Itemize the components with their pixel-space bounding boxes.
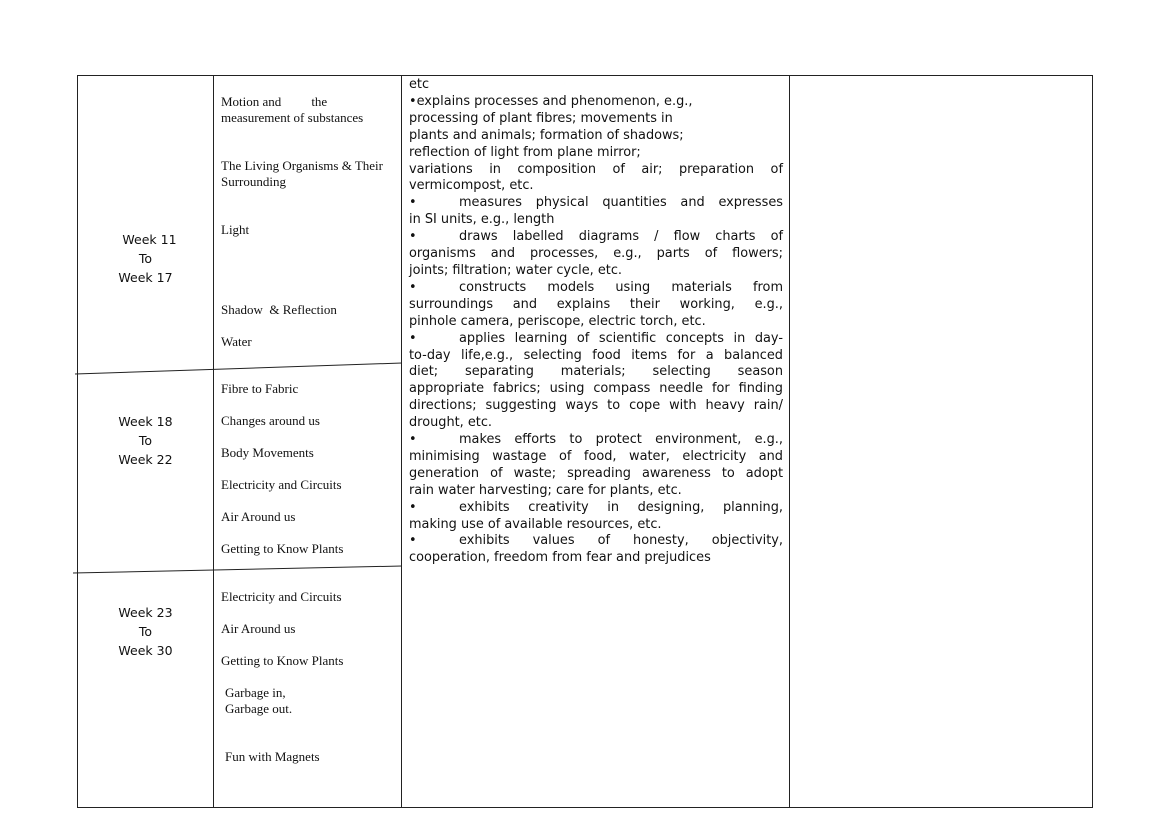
bullet-icon: •	[409, 499, 417, 515]
outcome-line: •explains processes and phenomenon, e.g.,	[409, 93, 693, 109]
bullet-icon: •	[409, 279, 417, 295]
topic-garbage	[225, 685, 403, 717]
topic-plants: Getting to Know Plants	[221, 541, 344, 556]
week-end: Week 17	[118, 270, 173, 285]
outcome-bullet-line	[409, 195, 783, 212]
week-start: Week 23	[118, 605, 173, 620]
outcome-line: appropriate fabrics; using compass needle for finding	[409, 381, 783, 397]
outcome-line: processing of plant fibres; movements in	[409, 110, 673, 126]
week-start: Week 11	[122, 232, 177, 247]
topic-air	[221, 621, 399, 637]
outcome-text: makes efforts to protect environment, e.g.,	[459, 432, 783, 448]
learning-outcomes	[409, 77, 783, 567]
bullet-icon: •	[409, 229, 417, 245]
topic-electricity: Electricity and Circuits	[221, 477, 342, 492]
row-divider-1	[75, 363, 402, 374]
outcome-line: directions; suggesting ways to cope with heavy rain/	[409, 398, 783, 414]
topic-line: Motion and	[221, 94, 282, 109]
outcome-line: plants and animals; formation of shadows;	[409, 127, 684, 143]
outcome-text: constructs models using materials from	[459, 279, 783, 295]
outcome-line: joints; filtration; water cycle, etc.	[409, 262, 623, 278]
topic-line: Garbage out.	[225, 701, 293, 716]
outcome-line: in SI units, e.g., length	[409, 212, 555, 228]
topic-line: Shadow & Reflection	[221, 302, 337, 317]
outcome-line: drought, etc.	[409, 415, 493, 431]
outcome-line: pinhole camera, periscope, electric torch, etc.	[409, 313, 706, 329]
outcome-line: diet; separating materials; selecting season	[409, 364, 783, 380]
topic-line: Air Around us	[221, 621, 296, 636]
bullet-icon: •	[409, 432, 417, 448]
outcome-bullet-line	[409, 533, 783, 550]
topic-electricity	[221, 589, 399, 605]
outcome-line: etc	[409, 77, 430, 92]
week-to: To	[138, 624, 153, 639]
topic-fibre: Fibre to Fabric	[221, 381, 299, 396]
topic-water	[221, 334, 399, 350]
topic-line: Light	[221, 222, 250, 237]
topic-light	[221, 222, 399, 238]
topic-living-organisms	[221, 158, 399, 190]
outcome-bullet-line	[409, 331, 783, 348]
topic-body-movements: Body Movements	[221, 445, 314, 460]
outcome-text: draws labelled diagrams / flow charts of	[459, 229, 783, 245]
outcome-line: to-day life,e.g., selecting food items for a balanced	[409, 347, 783, 363]
outcome-line: surroundings and explains their working, e.g.,	[409, 296, 783, 312]
topic-motion	[221, 94, 399, 126]
outcome-text: exhibits creativity in designing, planning,	[459, 499, 783, 515]
topic-line: Getting to Know Plants	[221, 653, 344, 668]
week-range-1	[78, 230, 213, 287]
outcome-text: applies learning of scientific concepts in day-	[459, 330, 783, 346]
outcome-line: minimising wastage of food, water, electricity and	[409, 448, 783, 464]
week-to: To	[138, 251, 153, 266]
week-range-3	[78, 603, 213, 660]
topic-changes: Changes around us	[221, 413, 320, 428]
bullet-icon: •	[409, 195, 417, 211]
bullet-icon: •	[409, 533, 417, 549]
outcome-line: rain water harvesting; care for plants, etc.	[409, 482, 682, 498]
week-end: Week 30	[118, 643, 173, 658]
topic-line: measurement of substances	[221, 110, 364, 125]
topic-magnets	[225, 749, 403, 765]
topic-air: Air Around us	[221, 509, 296, 524]
outcome-line: generation of waste; spreading awareness to adopt	[409, 465, 783, 481]
topic-line: the	[311, 94, 328, 109]
week-end: Week 22	[118, 452, 173, 467]
topic-line: Surrounding	[221, 174, 286, 189]
outcome-text: measures physical quantities and expresses	[459, 195, 783, 211]
outcome-text: exhibits values of honesty, objectivity,	[459, 533, 783, 549]
outcome-line: cooperation, freedom from fear and prejudices	[409, 550, 711, 566]
outcome-line: variations in composition of air; preparation of	[409, 161, 783, 177]
topic-plants	[221, 653, 399, 669]
outcome-bullet-line	[409, 229, 783, 246]
week-range-2	[78, 412, 213, 469]
outcome-bullet-line	[409, 432, 783, 449]
outcome-line: organisms and processes, e.g., parts of flowers;	[409, 246, 783, 262]
outcome-bullet-line	[409, 280, 783, 297]
topic-line: Water	[221, 334, 252, 349]
outcome-line: making use of available resources, etc.	[409, 516, 662, 532]
topic-line: Garbage in,	[225, 685, 286, 700]
bullet-icon: •	[409, 330, 417, 346]
outcome-line: vermicompost, etc.	[409, 178, 534, 194]
outcome-line: reflection of light from plane mirror;	[409, 144, 641, 160]
topic-line: Fun with Magnets	[225, 749, 320, 764]
outcome-bullet-line	[409, 500, 783, 517]
week-to: To	[138, 433, 153, 448]
topic-line: Electricity and Circuits	[221, 589, 342, 604]
row-divider-2	[73, 566, 402, 573]
week-start: Week 18	[118, 414, 173, 429]
topic-line: The Living Organisms & Their	[221, 158, 383, 173]
